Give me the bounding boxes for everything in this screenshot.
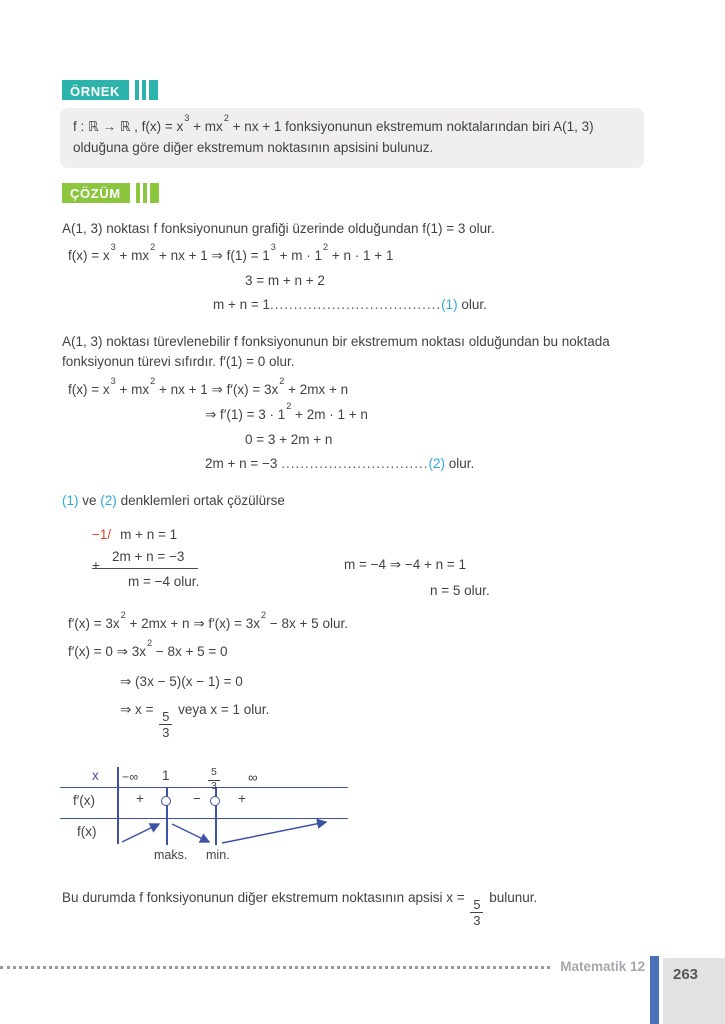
paragraph-text: ve (82, 492, 97, 508)
equation-text: m + n = 1 (120, 526, 178, 542)
equation-line: 0 = 3 + 2m + n (245, 431, 333, 447)
equation-text: 2m + n = −3 (112, 548, 185, 564)
sign-plus-2: + (238, 790, 246, 806)
table-f-label: f(x) (77, 823, 97, 839)
table-fprime-label: f′(x) (73, 792, 96, 808)
equation-line: $f(x) = x^3 + mx^2$ + nx + 1 ⇒ $f(1) = 1^3 + m \cdot 1^2 + n \cdot 1 + 1$ (68, 242, 394, 264)
elimination-system (92, 527, 660, 598)
col-one: 1 (162, 767, 170, 783)
page-number: 263 (673, 966, 699, 983)
equation-line: ⇒ (3x − 5)(x − 1) = 0 (120, 673, 243, 689)
equation-line (205, 456, 660, 471)
solution-paragraph-3 (62, 491, 660, 511)
substitution-line: m = −4 ⇒ −4 + n = 1 (344, 556, 467, 572)
system-equation-2 (92, 548, 198, 573)
sign-table (60, 762, 352, 866)
equation-line: f′(x) = 0 ⇒ $3x^2 - 8x + 5 = 0$ (68, 638, 228, 659)
solution-badge-label: ÇÖZÜM (62, 183, 130, 203)
equation-block-1 (60, 242, 660, 313)
equation-tail: olur. (464, 582, 490, 598)
addition-sign: + (92, 557, 100, 573)
equation-block-2 (60, 375, 660, 471)
problem-statement-box (60, 108, 644, 168)
system-left-column (92, 527, 272, 589)
example-badge-stripes-icon (135, 80, 158, 100)
substitution-result (430, 583, 490, 598)
example-badge-label: ÖRNEK (62, 80, 129, 100)
solution-paragraph-1: A(1, 3) noktası f fonksiyonunun grafiği üzerinde olduğundan f(1) = 3 olur. (62, 220, 495, 236)
equation-text: 2m + n = −3 (205, 455, 278, 471)
conclusion-text: Bu durumda f fonksiyonunun diğer ekstremum noktasının apsisi x = $\frac{5}{3}$ bulunur. (62, 889, 538, 929)
equation-reference-2: (2) (428, 455, 445, 471)
leader-dots: ............................... (281, 455, 429, 471)
problem-text: f : ℝ → ℝ , $f(x) = x^3 + mx^2$ + nx + 1 fonksiyonunun ekstremum noktalarından biri A(1, 3) olduğuna göre diğer ekstremum noktasının apsisini bulunuz. (73, 113, 594, 155)
equation-line: ⇒ x = $\frac{5}{3}$ veya x = 1 olur. (120, 701, 270, 741)
increasing-arrow-2 (222, 822, 326, 843)
col-five-thirds: $\frac{5}{3}$ (206, 760, 222, 793)
page-number-tab (663, 958, 725, 1024)
row-multiplier: −1/ (92, 526, 112, 542)
maks-label: maks. (154, 847, 188, 862)
system-right-column (344, 527, 490, 598)
increasing-arrow-1 (122, 824, 159, 842)
col-infinity: ∞ (248, 769, 258, 785)
equation-tail: olur. (173, 573, 200, 589)
equation-text: n = 5 (430, 582, 461, 598)
page-content (60, 0, 660, 928)
col-neg-infinity: −∞ (122, 769, 139, 784)
solution-badge (62, 183, 660, 203)
footer-accent-bar (650, 956, 659, 1024)
equation-line: 3 = m + n + 2 (245, 273, 325, 289)
sign-plus-1: + (136, 790, 144, 806)
min-label: min. (206, 847, 230, 862)
example-badge (62, 80, 660, 100)
footer-dotted-leader (0, 966, 550, 969)
equation-line: $f(x) = x^3 + mx^2$ + nx + 1 ⇒ $f'(x) = 3x^2 + 2mx + n$ (68, 375, 349, 397)
table-x-label: x (92, 767, 99, 783)
equation-text: m = −4 (128, 573, 171, 589)
sign-minus: − (193, 790, 201, 806)
paragraph-text: denklemleri ortak çözülürse (120, 492, 285, 508)
equation-tail: olur. (461, 297, 487, 313)
leader-dots: .................................... (270, 297, 442, 313)
equation-text: m + n = 1 (213, 297, 271, 313)
reference-1-inline: (1) (62, 492, 79, 508)
system-equation-1 (92, 527, 272, 542)
solution-badge-stripes-icon (136, 183, 159, 203)
equation-line: ⇒ $f'(1) = 3 \cdot 1^2 + 2m \cdot 1 + n$ (205, 400, 368, 422)
equation-reference-1: (1) (441, 297, 458, 313)
equation-tail: olur. (448, 455, 475, 471)
footer (0, 959, 645, 974)
book-title: Matematik 12 (560, 959, 645, 974)
system-result (128, 574, 272, 589)
equation-line: $f'(x) = 3x^2 + 2mx + n$ ⇒ $f'(x) = 3x^2 - 8x + 5$ olur. (68, 610, 348, 631)
reference-2-inline: (2) (100, 492, 117, 508)
equation-line (213, 297, 660, 312)
solution-paragraph-2: A(1, 3) noktası türevlenebilir f fonksiyonunun bir ekstremum noktası olduğundan bu noktada fonksiyonun türevi sıfırdır. f′(1) = 0 olur. (62, 334, 610, 370)
equation-block-3 (60, 610, 660, 741)
decreasing-arrow (172, 824, 209, 842)
